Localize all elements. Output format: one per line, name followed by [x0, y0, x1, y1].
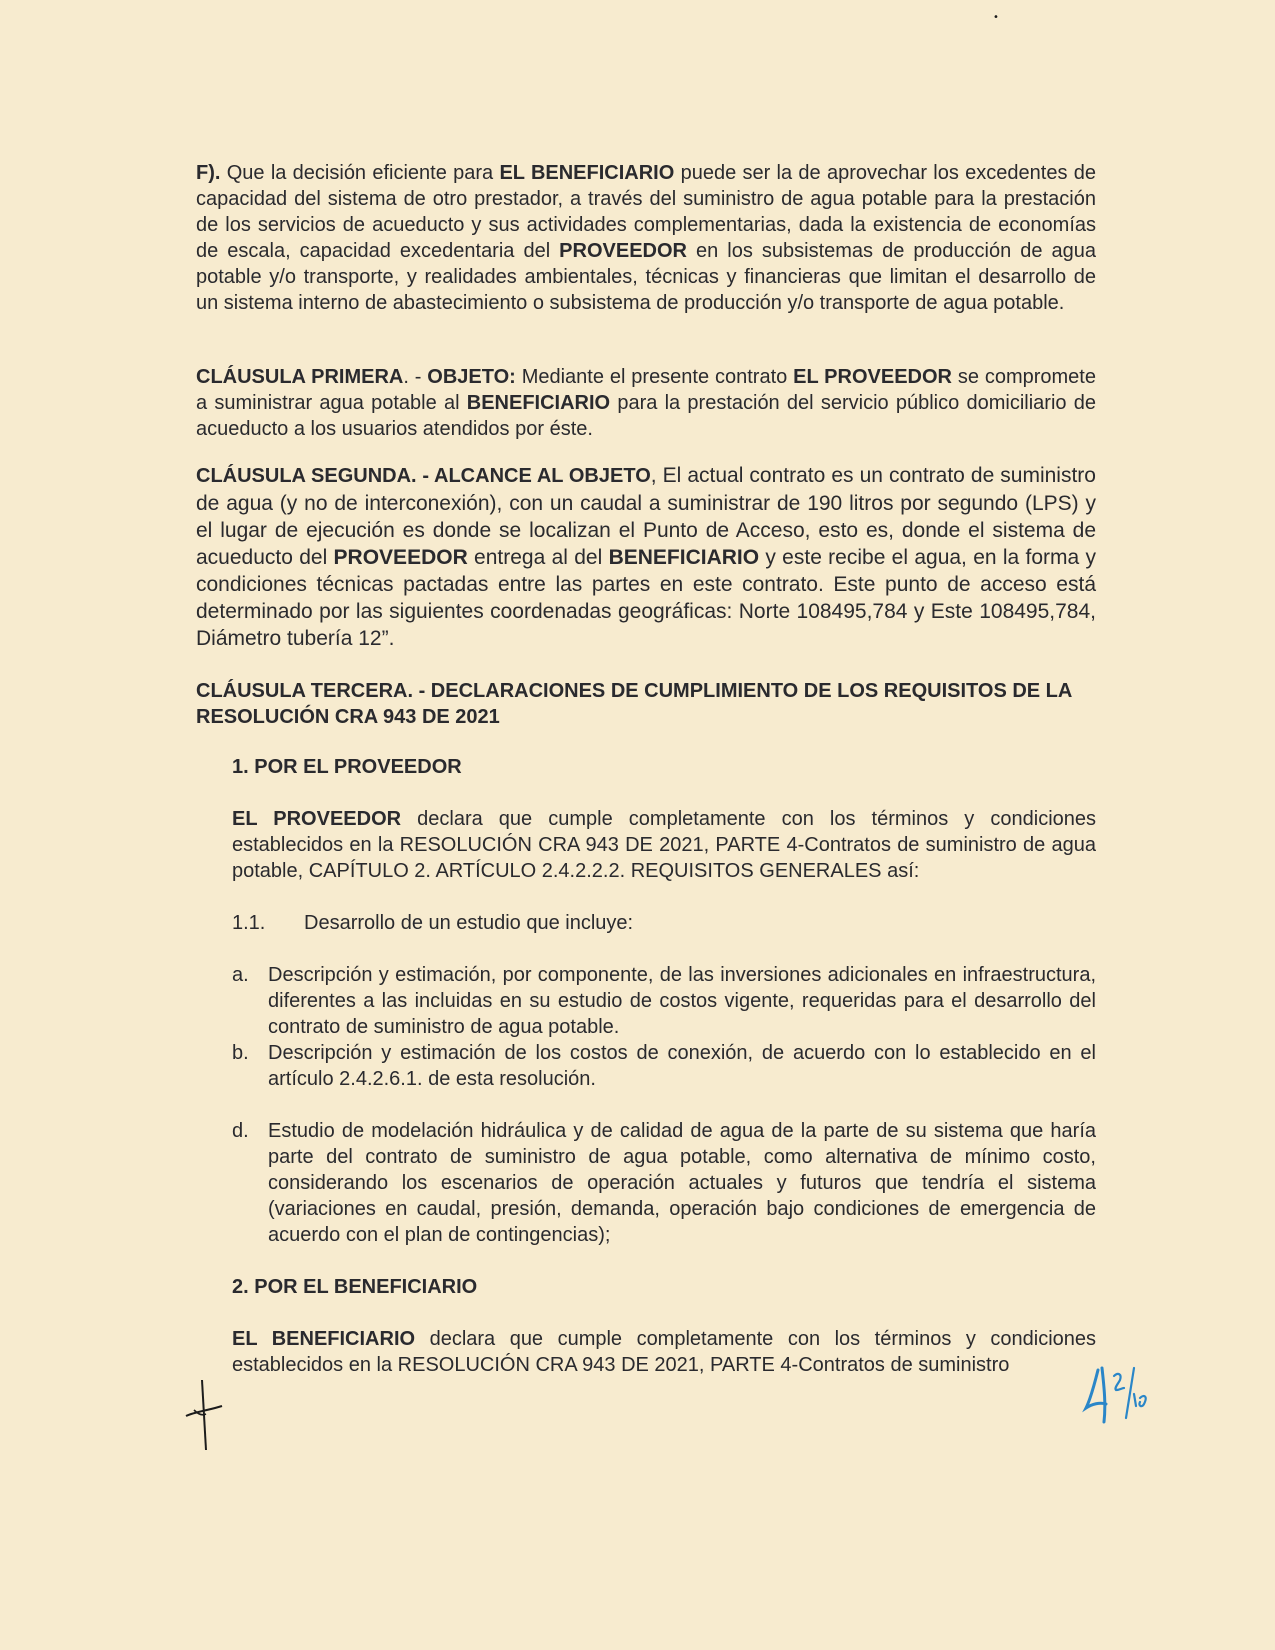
intro-text-3: en los subsistemas de producción de agua potable y/o transporte, y realidades ambientales, técnicas y financieras que limitan el desarrollo de un sistema interno de abastecimiento o subsistema de producción y/o transporte de agua potable.: [196, 240, 1096, 314]
intro-label: F).: [196, 162, 221, 184]
list-item: [232, 1040, 1096, 1092]
intro-bold-proveedor: PROVEEDOR: [559, 240, 687, 262]
clausula-segunda-bold-2: BENEFICIARIO: [608, 546, 760, 569]
clausula-primera-heading: CLÁUSULA PRIMERA: [196, 366, 404, 388]
clausula-tercera-heading: CLÁUSULA TERCERA. - DECLARACIONES DE CUMPLIMIENTO DE LOS REQUISITOS DE LA RESOLUCIÓN CRA 943 DE 2021: [196, 680, 1072, 728]
handwritten-initials-page-mark: [1082, 1360, 1162, 1430]
clausula-primera-text-2: se compromete a suministrar agua potable al: [196, 366, 1096, 414]
intro-paragraph: [196, 160, 1096, 316]
clausula-segunda: [196, 462, 1096, 652]
section-2-text: declara que cumple completamente con los términos y condiciones establecidos en la RESOLUCIÓN CRA 943 DE 2021, PARTE 4-Contratos de suministro: [232, 1328, 1097, 1376]
subsection-1-1: [232, 910, 1096, 936]
clausula-primera-sep: . -: [403, 366, 428, 388]
requirements-list: [232, 962, 1096, 1248]
list-item-label: a.: [232, 964, 249, 986]
intro-text-2: puede ser la de aprovechar los excedentes de capacidad del sistema de otro prestador, a través del suministro de agua potable para la prestación de los servicios de acueducto y sus actividades complementarias, dada la existencia de economías de escala, capacidad excedentaria del: [196, 162, 1096, 262]
clausula-segunda-text-1: , El actual contrato es un contrato de suministro de agua (y no de interconexión), con un caudal a suministrar de 190 litros por segundo (LPS) y el lugar de ejecución es donde se localizan el Punto de Acceso, esto es, donde el sistema de acueducto del: [196, 464, 1096, 569]
section-2-bold: EL BENEFICIARIO: [232, 1328, 416, 1350]
scan-speck: •: [993, 12, 999, 23]
list-item: [232, 962, 1096, 1040]
list-item-label: b.: [232, 1042, 249, 1064]
clausula-primera-bold-1: EL PROVEEDOR: [793, 366, 952, 388]
intro-text-1: Que la decisión eficiente para: [220, 162, 500, 184]
list-item-label: d.: [232, 1120, 249, 1142]
subsection-text: Desarrollo de un estudio que incluye:: [304, 912, 634, 934]
subsection-number: 1.1.: [232, 912, 266, 934]
clausula-segunda-heading: CLÁUSULA SEGUNDA. - ALCANCE AL OBJETO: [196, 465, 651, 487]
section-1-paragraph: [232, 806, 1096, 884]
clausula-primera: [196, 364, 1096, 442]
clausula-segunda-text-2: entrega al del: [467, 546, 609, 569]
clausula-primera-subheading: OBJETO:: [427, 366, 516, 388]
handwritten-cross-mark: [180, 1376, 230, 1456]
section-1-title: 1. POR EL PROVEEDOR: [232, 756, 462, 778]
list-item-text: Descripción y estimación de los costos de conexión, de acuerdo con lo establecido en el artículo 2.4.2.6.1. de esta resolución.: [268, 1042, 1096, 1090]
clausula-segunda-bold-1: PROVEEDOR: [333, 546, 468, 569]
section-1-bold: EL PROVEEDOR: [232, 808, 402, 830]
clausula-primera-bold-2: BENEFICIARIO: [466, 392, 611, 414]
list-item: [232, 1118, 1096, 1248]
clausula-segunda-text-3: y este recibe el agua, en la forma y condiciones técnicas pactadas entre las partes en este contrato. Este punto de acceso está determinado por las siguientes coordenadas geográficas: Norte 108495,784 y Este 108495,784, Diámetro tubería 12”.: [196, 546, 1096, 650]
document-body: [196, 160, 1096, 1378]
clausula-primera-text-3: para la prestación del servicio público domiciliario de acueducto a los usuarios atendidos por éste.: [196, 392, 1096, 440]
clausula-primera-text-1: Mediante el presente contrato: [515, 366, 794, 388]
section-2-paragraph: [232, 1326, 1096, 1378]
list-item-text: Estudio de modelación hidráulica y de calidad de agua de la parte de su sistema que haría parte del contrato de suministro de agua potable, como alternativa de mínimo costo, considerando los escenarios de operación actuales y futuros que tendría el sistema (variaciones en caudal, presión, demanda, operación bajo condiciones de emergencia de acuerdo con el plan de contingencias);: [268, 1120, 1096, 1246]
intro-bold-beneficiario: EL BENEFICIARIO: [499, 162, 675, 184]
section-2-title: 2. POR EL BENEFICIARIO: [232, 1276, 478, 1298]
section-1-text: declara que cumple completamente con los términos y condiciones establecidos en la RESOLUCIÓN CRA 943 DE 2021, PARTE 4-Contratos de suministro de agua potable, CAPÍTULO 2. ARTÍCULO 2.4.2.2.2. REQUISITOS GENERALES así:: [232, 808, 1097, 882]
list-item-text: Descripción y estimación, por componente, de las inversiones adicionales en infraestructura, diferentes a las incluidas en su estudio de costos vigente, requeridas para el desarrollo del contrato de suministro de agua potable.: [268, 964, 1096, 1038]
